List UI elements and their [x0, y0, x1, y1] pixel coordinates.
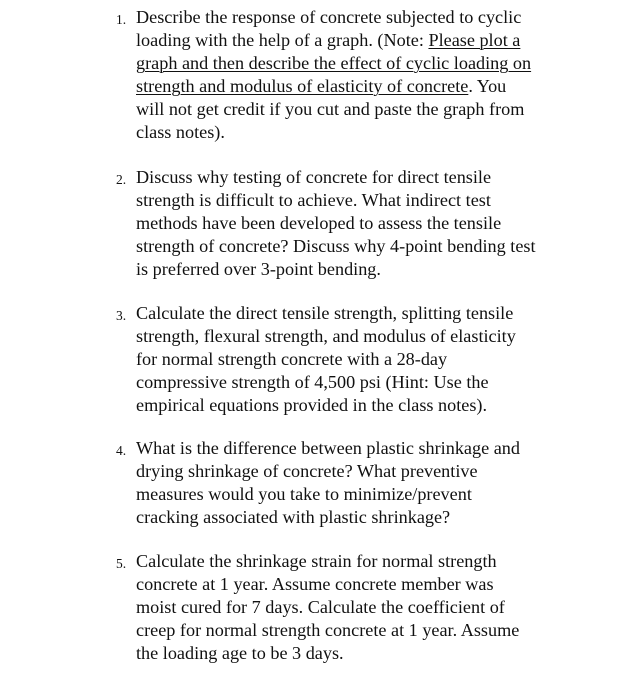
question-text-line: will not get credit if you cut and paste the graph from: [136, 99, 525, 119]
question-number: 5.: [116, 556, 127, 571]
question-text-line: strength, flexural strength, and modulus of elasticity: [136, 326, 516, 346]
question-text-line: moist cured for 7 days. Calculate the coefficient of: [136, 597, 505, 617]
question-text-line: is preferred over 3-point bending.: [136, 259, 381, 279]
question-number: 3.: [116, 308, 127, 323]
question-text-line: Calculate the shrinkage strain for normal strength: [136, 551, 497, 571]
question-text-line: What is the difference between plastic shrinkage and: [136, 438, 520, 458]
question-text-line: strength is difficult to achieve. What indirect test: [136, 190, 491, 210]
question-text-line: [136, 29, 520, 52]
question-number: 4.: [116, 443, 127, 458]
question-text-line: for normal strength concrete with a 28-day: [136, 349, 448, 369]
question-text-line: [136, 75, 506, 98]
question-text-line: measures would you take to minimize/prevent: [136, 484, 472, 504]
emphasis-underlined: Please plot a: [428, 30, 521, 50]
question-text-line: the loading age to be 3 days.: [136, 643, 344, 663]
question-text-segment: . You: [468, 76, 507, 96]
question-text-line: compressive strength of 4,500 psi (Hint: Use the: [136, 372, 489, 392]
question-text-line: empirical equations provided in the class notes).: [136, 395, 488, 415]
question-text-line: Discuss why testing of concrete for direct tensile: [136, 167, 492, 187]
emphasis-underlined: strength and modulus of elasticity of concrete: [136, 76, 469, 96]
question-number: 1.: [116, 12, 127, 27]
emphasis-underlined-line: graph and then describe the effect of cyclic loading on: [136, 53, 532, 73]
question-text-line: Describe the response of concrete subjected to cyclic: [136, 7, 522, 27]
question-text-line: drying shrinkage of concrete? What preventive: [136, 461, 478, 481]
question-text-line: strength of concrete? Discuss why 4-point bending test: [136, 236, 536, 256]
question-text-line: concrete at 1 year. Assume concrete member was: [136, 574, 494, 594]
question-text-line: Calculate the direct tensile strength, splitting tensile: [136, 303, 514, 323]
question-text-line: cracking associated with plastic shrinkage?: [136, 507, 451, 527]
question-text-segment: loading with the help of a graph. (Note:: [136, 30, 429, 50]
question-number: 2.: [116, 172, 127, 187]
question-text-line: methods have been developed to assess the tensile: [136, 213, 502, 233]
question-text-line: class notes).: [136, 122, 225, 142]
question-text-line: creep for normal strength concrete at 1 year. Assume: [136, 620, 520, 640]
